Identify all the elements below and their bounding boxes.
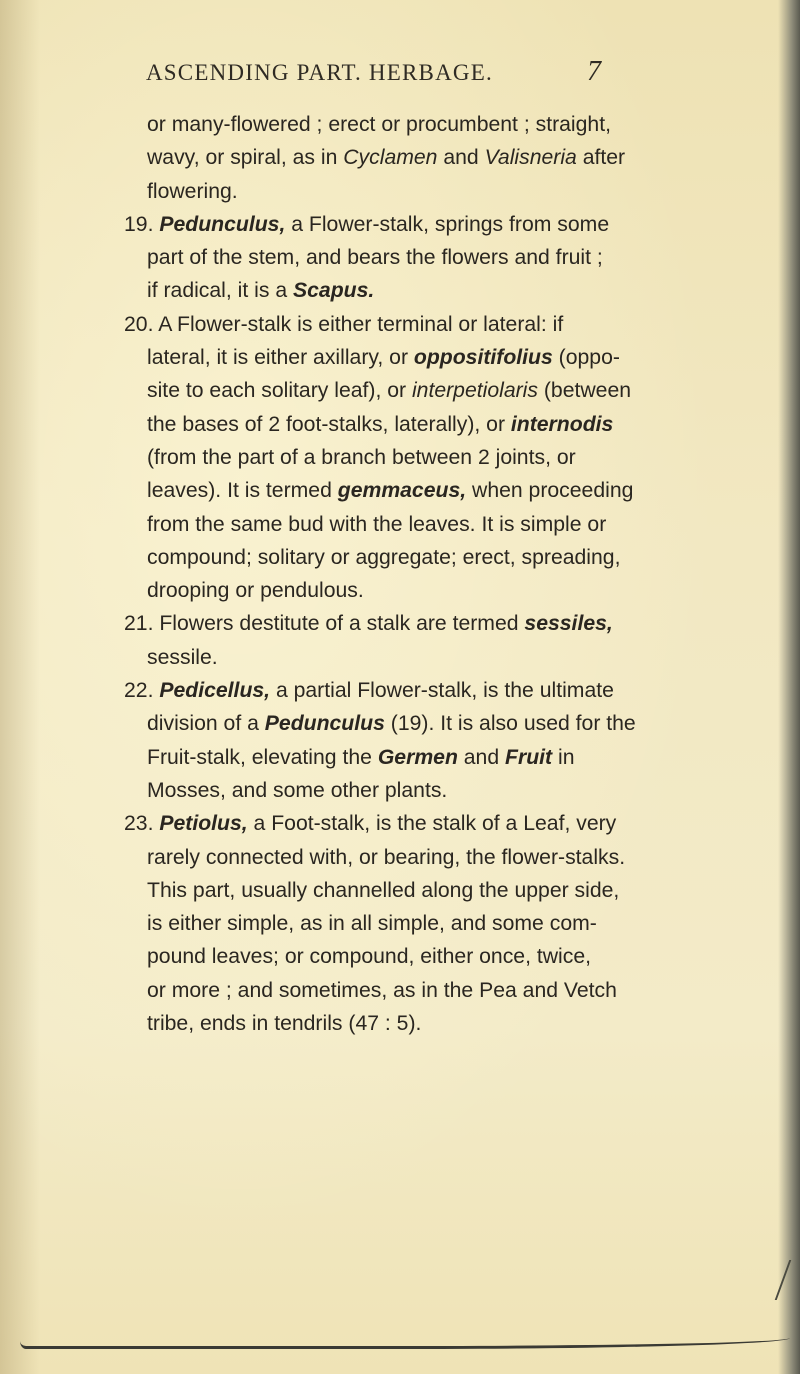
page-number: 7 bbox=[587, 56, 603, 87]
text-run: (19). It is also used for the bbox=[384, 712, 636, 736]
text-line bbox=[124, 374, 632, 407]
term: oppositifolius bbox=[413, 346, 553, 370]
term: Petiolus, bbox=[159, 812, 248, 836]
text-run: in bbox=[552, 745, 575, 769]
running-header bbox=[146, 56, 606, 100]
text-run: flowering. bbox=[147, 179, 238, 203]
running-title: ASCENDING PART. HERBAGE. bbox=[146, 60, 493, 85]
body-text bbox=[124, 108, 636, 1040]
genus-name: Valisneria bbox=[484, 146, 577, 170]
term: sessiles, bbox=[524, 612, 613, 636]
term: internodis bbox=[510, 412, 614, 436]
text-run: (between bbox=[537, 379, 632, 403]
term: Pedicellus, bbox=[159, 679, 271, 703]
text-line bbox=[124, 774, 624, 807]
text-line bbox=[124, 574, 624, 607]
text-line bbox=[124, 1007, 624, 1040]
text-line bbox=[124, 508, 624, 541]
text-line bbox=[124, 175, 624, 208]
text-line bbox=[124, 308, 624, 341]
text-line bbox=[124, 441, 624, 474]
text-run: drooping or pendulous. bbox=[147, 579, 364, 603]
paragraph-number: 20. bbox=[124, 312, 154, 336]
text-line bbox=[124, 841, 624, 874]
term: gemmaceus, bbox=[337, 479, 467, 503]
text-run: Mosses, and some other plants. bbox=[147, 778, 448, 802]
text-line bbox=[124, 241, 624, 274]
text-run: This part, usually channelled along the upper side, bbox=[147, 878, 620, 902]
paragraph-number: 21. bbox=[124, 612, 154, 636]
text-run: part of the stem, and bears the flowers and fruit ; bbox=[147, 246, 603, 270]
text-run: (from the part of a branch between 2 joints, or bbox=[147, 445, 576, 469]
text-run: a Foot-stalk, is the stalk of a Leaf, very bbox=[247, 812, 617, 836]
term: Scapus. bbox=[293, 279, 375, 303]
text-line bbox=[124, 674, 624, 707]
text-line bbox=[124, 541, 624, 574]
text-run: compound; solitary or aggregate; erect, spreading, bbox=[147, 545, 621, 569]
text-run: the bases of 2 foot-stalks, laterally), or bbox=[147, 412, 511, 436]
term: Germen bbox=[377, 745, 458, 769]
text-run: sessile. bbox=[147, 645, 218, 669]
text-line bbox=[124, 907, 624, 940]
text-run: and bbox=[437, 146, 485, 170]
paragraph-number: 19. bbox=[124, 212, 154, 236]
text-run: Flowers destitute of a stalk are termed bbox=[159, 612, 525, 636]
text-line bbox=[124, 974, 624, 1007]
text-line bbox=[124, 807, 624, 840]
text-line bbox=[124, 874, 624, 907]
text-run: when proceeding bbox=[466, 479, 634, 503]
text-run: from the same bud with the leaves. It is simple or bbox=[147, 512, 607, 536]
term: Pedunculus bbox=[264, 712, 385, 736]
term: Fruit bbox=[505, 745, 553, 769]
text-run: Fruit-stalk, elevating the bbox=[147, 745, 378, 769]
term: interpetiolaris bbox=[411, 379, 538, 403]
text-run: lateral, it is either axillary, or bbox=[147, 346, 414, 370]
text-line bbox=[124, 108, 624, 141]
text-line bbox=[124, 141, 624, 174]
spine-shadow bbox=[0, 0, 40, 1374]
text-run: tribe, ends in tendrils (47 : 5). bbox=[147, 1012, 422, 1036]
text-line bbox=[124, 408, 624, 441]
text-line bbox=[124, 274, 624, 307]
term: Pedunculus, bbox=[159, 212, 286, 236]
paragraph-number: 22. bbox=[124, 679, 154, 703]
text-run: and bbox=[457, 745, 506, 769]
text-run: or many-flowered ; erect or procumbent ; straight, bbox=[147, 113, 611, 136]
page-bottom-edge bbox=[20, 1338, 790, 1349]
genus-name: Cyclamen bbox=[343, 146, 438, 170]
text-line bbox=[124, 607, 624, 640]
text-run: division of a bbox=[147, 712, 265, 736]
text-run: A Flower-stalk is either terminal or lateral: if bbox=[158, 312, 564, 336]
text-run: is either simple, as in all simple, and some com- bbox=[147, 912, 597, 936]
text-run: wavy, or spiral, as in bbox=[147, 146, 344, 170]
text-line bbox=[124, 341, 624, 374]
text-run: after bbox=[576, 146, 626, 170]
text-run: site to each solitary leaf), or bbox=[147, 379, 412, 403]
page-edge-shadow bbox=[778, 0, 800, 1374]
text-run: leaves). It is termed bbox=[147, 479, 338, 503]
paragraph-number: 23. bbox=[124, 812, 154, 836]
text-line bbox=[124, 707, 636, 740]
text-run: a Flower-stalk, springs from some bbox=[285, 212, 610, 236]
text-run: pound leaves; or compound, either once, twice, bbox=[147, 945, 592, 969]
text-run: a partial Flower-stalk, is the ultimate bbox=[270, 679, 614, 703]
text-line bbox=[124, 641, 624, 674]
text-line bbox=[124, 474, 634, 507]
text-line bbox=[124, 741, 624, 774]
text-line bbox=[124, 208, 624, 241]
text-run: (oppo- bbox=[552, 346, 620, 370]
text-run: rarely connected with, or bearing, the flower-stalks. bbox=[147, 845, 626, 869]
text-run: if radical, it is a bbox=[147, 279, 294, 303]
text-run: or more ; and sometimes, as in the Pea and Vetch bbox=[147, 978, 617, 1002]
text-line bbox=[124, 940, 624, 973]
